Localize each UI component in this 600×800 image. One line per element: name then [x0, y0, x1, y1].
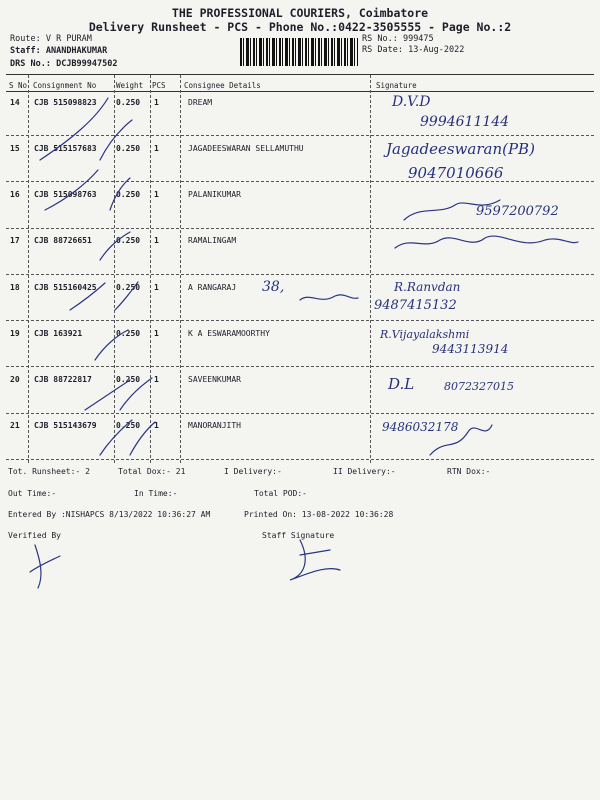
- total-dox: Total Dox:- 21: [118, 467, 186, 476]
- company-title: THE PROFESSIONAL COURIERS, Coimbatore: [171, 6, 429, 20]
- row-weight: 0.250: [116, 144, 141, 153]
- row-consignment: CJB 515098823: [34, 98, 97, 107]
- row-pcs: 1: [154, 283, 159, 292]
- row-pcs: 1: [154, 190, 159, 199]
- handwritten-signature: R.Ranvdan: [394, 280, 461, 294]
- row-consignee: PALANIKUMAR: [188, 190, 241, 199]
- row-pcs: 1: [154, 329, 159, 338]
- row-weight: 0.250: [116, 283, 141, 292]
- row-consignment: CJB 515160425: [34, 283, 97, 292]
- row-consignee: RAMALINGAM: [188, 236, 237, 245]
- handwritten-phone: 9487415132: [374, 298, 457, 313]
- handwritten-phone: 8072327015: [444, 380, 514, 393]
- drs-label: DRS No.:: [10, 59, 51, 69]
- tick-mark: [45, 170, 98, 210]
- printed-on: Printed On: 13-08-2022 10:36:28: [244, 510, 394, 519]
- route-value: V R PURAM: [45, 34, 92, 44]
- tick-mark: [130, 422, 155, 455]
- route-label: Route:: [10, 34, 41, 44]
- row-consignment: CJB 163921: [34, 329, 83, 338]
- row-pcs: 1: [154, 236, 159, 245]
- tick-mark: [100, 232, 130, 260]
- col-header-sno: S No: [9, 81, 28, 90]
- handwritten-phone: 9994611144: [420, 114, 510, 130]
- row-consignment: CJB 515143679: [34, 421, 97, 430]
- handwritten-phone: 9486032178: [382, 420, 459, 434]
- out-time: Out Time:-: [8, 489, 57, 498]
- row-weight: 0.250: [116, 190, 141, 199]
- col-header-weight: Weight: [116, 81, 144, 90]
- row-consignee: DREAM: [188, 98, 213, 107]
- handwritten-signature: R.Vijayalakshmi: [380, 328, 470, 341]
- rtn-dox: RTN Dox:-: [447, 467, 491, 476]
- row-sno: 18: [10, 283, 20, 292]
- rs-date-value: 13-Aug-2022: [408, 45, 465, 55]
- row-pcs: 1: [154, 421, 159, 430]
- col-header-pcs: PCS: [152, 81, 166, 90]
- row-consignee: MANORANJITH: [188, 421, 241, 430]
- staff-value: ANANDHAKUMAR: [45, 46, 108, 56]
- runsheet-subtitle: Delivery Runsheet - PCS - Phone No.:0422-3505555 - Page No.:2: [88, 20, 512, 34]
- rs-date-label: RS Date:: [362, 45, 403, 55]
- total-runsheet: Tot. Runsheet:- 2: [8, 467, 90, 476]
- handwritten-note: 38,: [262, 279, 285, 295]
- row-consignee: JAGADEESWARAN SELLAMUTHU: [188, 144, 304, 153]
- tick-mark: [40, 98, 108, 160]
- row-sno: 14: [10, 98, 20, 107]
- row-sno: 15: [10, 144, 20, 153]
- handwritten-signature: Jagadeeswaran(PB): [386, 140, 535, 158]
- signature-scribble: [300, 295, 358, 300]
- row-pcs: 1: [154, 144, 159, 153]
- row-weight: 0.250: [116, 98, 141, 107]
- total-pod: Total POD:-: [254, 489, 307, 498]
- drs-value: DCJB99947502: [56, 59, 118, 69]
- row-sno: 19: [10, 329, 20, 338]
- tick-mark: [115, 282, 141, 310]
- row-sno: 16: [10, 190, 20, 199]
- row-weight: 0.250: [116, 329, 141, 338]
- ii-delivery: II Delivery:-: [333, 467, 396, 476]
- signature-scribble: [404, 200, 500, 220]
- handwritten-phone: 9047010666: [408, 164, 504, 182]
- handwritten-phone: 9597200792: [476, 204, 559, 219]
- row-pcs: 1: [154, 375, 159, 384]
- row-consignment: CJB 88726651: [34, 236, 92, 245]
- tick-mark: [110, 178, 130, 210]
- rs-no-label: RS No.:: [362, 34, 398, 44]
- handwritten-phone: 9443113914: [432, 342, 509, 356]
- row-consignment: CJB 515098763: [34, 190, 97, 199]
- row-sno: 17: [10, 236, 20, 245]
- verified-signature: [30, 545, 60, 588]
- i-delivery: I Delivery:-: [224, 467, 282, 476]
- entered-by: Entered By :NISHAPCS 8/13/2022 10:36:27 AM: [8, 510, 211, 519]
- row-consignee: SAVEENKUMAR: [188, 375, 241, 384]
- row-consignment: CJB 88722817: [34, 375, 92, 384]
- handwritten-signature: D.V.D: [392, 94, 431, 110]
- staff-label: Staff:: [10, 46, 41, 56]
- signature-scribble: [395, 236, 578, 248]
- col-header-signature: Signature: [376, 81, 417, 90]
- rs-no-value: 999475: [402, 34, 434, 44]
- in-time: In Time:-: [134, 489, 178, 498]
- staff-signature-mark: [290, 540, 340, 580]
- col-header-consignee: Consignee Details: [184, 81, 261, 90]
- signature-scribble: [430, 425, 492, 455]
- row-weight: 0.250: [116, 236, 141, 245]
- row-consignment: CJB 515157683: [34, 144, 97, 153]
- row-pcs: 1: [154, 98, 159, 107]
- row-consignee: K A ESWARAMOORTHY: [188, 329, 270, 338]
- row-sno: 20: [10, 375, 20, 384]
- tick-mark: [100, 120, 132, 160]
- row-weight: 0.250: [116, 421, 141, 430]
- row-sno: 21: [10, 421, 20, 430]
- col-header-consignment: Consignment No: [33, 81, 97, 90]
- verified-by-label: Verified By: [8, 531, 61, 540]
- row-weight: 0.250: [116, 375, 141, 384]
- staff-signature-label: Staff Signature: [262, 531, 335, 540]
- tick-mark: [70, 283, 105, 310]
- row-consignee: A RANGARAJ: [188, 283, 237, 292]
- tick-mark: [95, 330, 128, 360]
- tick-mark: [100, 420, 132, 455]
- handwritten-signature: D.L: [388, 375, 415, 393]
